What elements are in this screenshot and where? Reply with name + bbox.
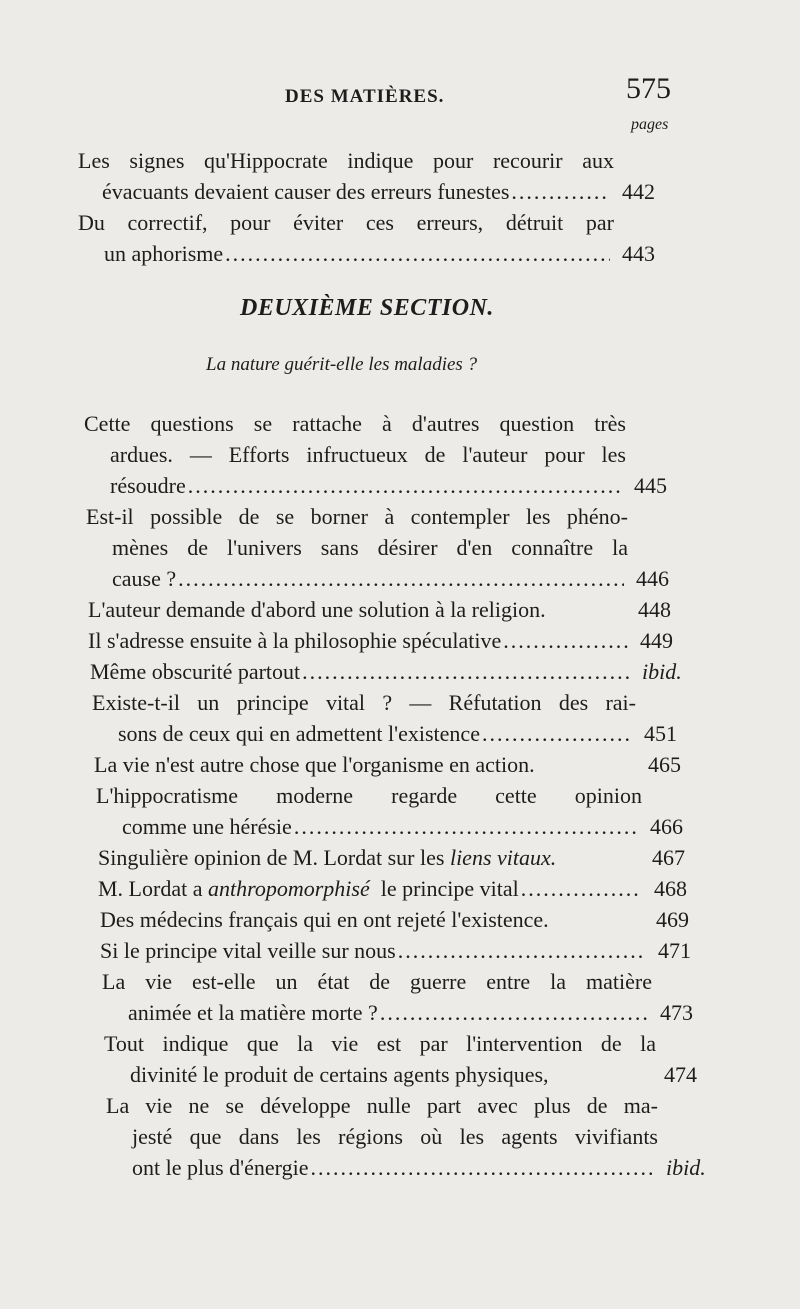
toc-entry-line — [0, 811, 800, 842]
toc-entry — [0, 687, 800, 749]
toc-entry-text: évacuants devaient causer des erreurs funestes — [102, 179, 510, 204]
toc-page-number: ibid. — [642, 659, 682, 684]
toc-page-number: 451 — [644, 721, 677, 746]
toc-entry-text: M. Lordat a — [98, 876, 203, 901]
toc-entry-line — [0, 1152, 800, 1183]
toc-entry-text: Même obscurité partout — [90, 659, 301, 684]
toc-entry-text: le principe vital — [369, 876, 519, 901]
toc-page-number: 468 — [654, 876, 687, 901]
dot-leader — [310, 1152, 654, 1183]
toc-entry — [0, 1090, 800, 1183]
toc-page-number: 474 — [664, 1062, 697, 1087]
toc-entry — [0, 501, 800, 594]
toc-entry-line — [0, 687, 800, 718]
toc-entry — [0, 1028, 800, 1090]
toc-entry-line — [0, 1028, 800, 1059]
toc-entry — [0, 966, 800, 1028]
dot-leader — [521, 873, 642, 904]
toc-entry-text: Cette questions se rattache à d'autres question très — [84, 411, 626, 436]
toc-page-number: 448 — [638, 597, 671, 622]
toc-entry-text: animée et la matière morte ? — [128, 1000, 378, 1025]
toc-entry-text: comme une hérésie — [122, 814, 292, 839]
toc-entry-line — [0, 207, 800, 238]
dot-leader — [398, 935, 646, 966]
toc-entry-line — [0, 904, 800, 935]
toc-page-number: ibid. — [666, 1155, 706, 1180]
toc-entry-line — [0, 501, 800, 532]
section-title: DEUXIÈME SECTION. — [240, 295, 494, 321]
toc-page-number: 473 — [660, 1000, 693, 1025]
toc-entry-line — [0, 1059, 800, 1090]
toc-entry-line — [0, 997, 800, 1028]
toc-entry-text: jesté que dans les régions où les agents vivifiants — [132, 1124, 658, 1149]
toc-page-number: 446 — [636, 566, 669, 591]
toc-entry-line — [0, 842, 800, 873]
toc-entry-text: L'auteur demande d'abord une solution à la religion. — [88, 597, 546, 622]
section-subtitle: La nature guérit-elle les maladies ? — [206, 354, 478, 375]
dot-leader — [380, 997, 648, 1028]
toc-entry — [0, 749, 800, 780]
toc-entry-text: Si le principe vital veille sur nous — [100, 938, 396, 963]
toc-entry — [0, 904, 800, 935]
toc-entry — [0, 873, 800, 904]
toc-entry — [0, 842, 800, 873]
toc-entry-line — [0, 1090, 800, 1121]
toc-page-number: 467 — [652, 845, 685, 870]
toc-entry-italic-text: anthropomorphisé — [202, 876, 370, 901]
toc-entry-text: Tout indique que la vie est par l'intervention de la — [104, 1031, 656, 1056]
running-head: DES MATIÈRES. — [285, 86, 445, 107]
toc-page-number: 469 — [656, 907, 689, 932]
dot-leader — [503, 625, 628, 656]
toc-entry-line — [0, 408, 800, 439]
toc-entries-main — [0, 408, 800, 1183]
dot-leader — [482, 718, 632, 749]
toc-entry-text: La vie ne se développe nulle part avec plus de ma- — [106, 1093, 658, 1118]
toc-page-number: 466 — [650, 814, 683, 839]
dot-leader — [225, 238, 610, 269]
toc-entry-line — [0, 873, 800, 904]
toc-entry-line — [0, 718, 800, 749]
toc-entry-line — [0, 594, 800, 625]
toc-entry-line — [0, 935, 800, 966]
toc-entry-line — [0, 439, 800, 470]
toc-entry-text: résoudre — [110, 473, 186, 498]
toc-page-number: 471 — [658, 938, 691, 963]
toc-entry — [0, 594, 800, 625]
toc-page-number: 449 — [640, 628, 673, 653]
toc-entry-line — [0, 625, 800, 656]
toc-entry — [0, 935, 800, 966]
toc-entry-text: Singulière opinion de M. Lordat sur les — [98, 845, 445, 870]
toc-entry-text: Des médecins français qui en ont rejeté l'existence. — [100, 907, 549, 932]
toc-entry-text: Du correctif, pour éviter ces erreurs, détruit par — [78, 210, 614, 235]
toc-entry-text: Les signes qu'Hippocrate indique pour recourir aux — [78, 148, 614, 173]
toc-page-number: 442 — [622, 179, 655, 204]
toc-entry-line — [0, 966, 800, 997]
toc-entry-text: cause ? — [112, 566, 177, 591]
toc-page-number: 443 — [622, 241, 655, 266]
toc-entry-italic-text: liens vitaux. — [444, 845, 557, 870]
toc-entry-line — [0, 749, 800, 780]
toc-entry — [0, 780, 800, 842]
toc-entry-text: Est-il possible de se borner à contempler les phéno- — [86, 504, 628, 529]
toc-entry-text: La vie est-elle un état de guerre entre la matière — [102, 969, 652, 994]
toc-entry-line — [0, 176, 800, 207]
toc-entries-top — [0, 145, 800, 269]
toc-entry — [0, 408, 800, 501]
toc-entry-line — [0, 470, 800, 501]
toc-entry-text: sons de ceux qui en admettent l'existence — [118, 721, 480, 746]
toc-entry-text: divinité le produit de certains agents physiques, — [130, 1062, 549, 1087]
page-number: 575 — [626, 72, 671, 105]
toc-entry-text: ardues. — Efforts infructueux de l'auteur pour les — [110, 442, 626, 467]
toc-entry — [0, 656, 800, 687]
toc-entry — [0, 145, 800, 207]
toc-entry-text: ont le plus d'énergie — [132, 1155, 309, 1180]
toc-entry-text: Il s'adresse ensuite à la philosophie spéculative — [88, 628, 502, 653]
pages-column-label: pages — [631, 116, 669, 133]
toc-entry-line — [0, 532, 800, 563]
dot-leader — [188, 470, 622, 501]
toc-page-number: 465 — [648, 752, 681, 777]
dot-leader — [511, 176, 610, 207]
toc-entry — [0, 625, 800, 656]
toc-entry-line — [0, 780, 800, 811]
toc-entry — [0, 207, 800, 269]
dot-leader — [178, 563, 624, 594]
toc-entry-line — [0, 1121, 800, 1152]
toc-entry-text: un aphorisme — [104, 241, 224, 266]
dot-leader — [294, 811, 638, 842]
toc-entry-line — [0, 656, 800, 687]
toc-entry-line — [0, 145, 800, 176]
dot-leader — [302, 656, 630, 687]
toc-page-number: 445 — [634, 473, 667, 498]
toc-entry-text: La vie n'est autre chose que l'organisme en action. — [94, 752, 535, 777]
toc-entry-text: L'hippocratisme moderne regarde cette opinion — [96, 783, 642, 808]
toc-entry-line — [0, 238, 800, 269]
toc-entry-text: Existe-t-il un principe vital ? — Réfutation des rai- — [92, 690, 636, 715]
toc-entry-line — [0, 563, 800, 594]
toc-entry-text: mènes de l'univers sans désirer d'en connaître la — [112, 535, 628, 560]
